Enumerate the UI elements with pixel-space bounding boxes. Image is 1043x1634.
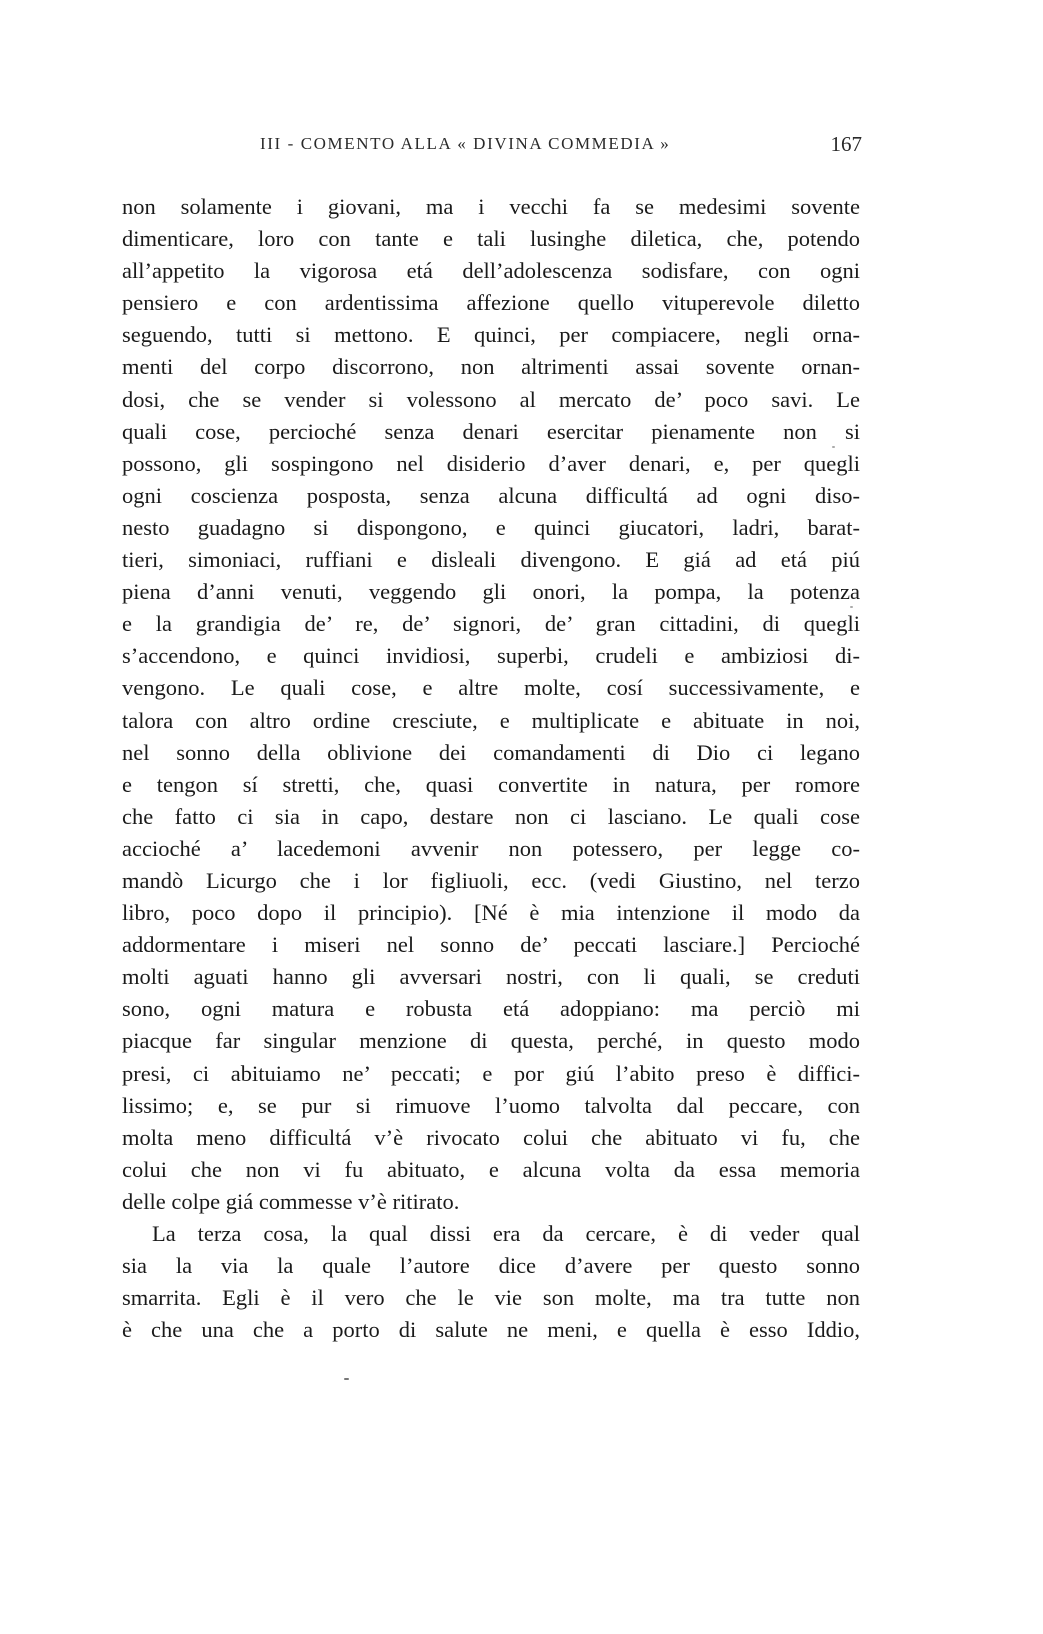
scan-speck: [850, 606, 853, 608]
text-line: e tengon sí stretti, che, quasi convertite in natura, per romore: [122, 771, 860, 797]
text-line: nesto guadagno si dispongono, e quinci giucatori, ladri, barat-: [122, 514, 860, 540]
text-line: è che una che a porto di salute ne meni, e quella è esso Iddio,: [122, 1317, 860, 1343]
text-line: tieri, simoniaci, ruffiani e disleali divengono. E giá ad etá piú: [122, 547, 860, 573]
text-line: molti aguati hanno gli avversari nostri, con li quali, se creduti: [122, 964, 860, 990]
text-line: molta meno difficultá v’è rivocato colui che abituato vi fu, che: [122, 1124, 860, 1150]
text-line: s’accendono, e quinci invidiosi, superbi, crudeli e ambiziosi di-: [122, 643, 860, 669]
paragraph-2: [122, 1218, 860, 1346]
text-line: pensiero e con ardentissima affezione quello vituperevole diletto: [122, 290, 860, 316]
text-line: che fatto ci sia in capo, destare non ci lasciano. Le quali cose: [122, 803, 860, 829]
running-header: [120, 134, 862, 164]
text-line: ogni coscienza posposta, senza alcuna difficultá ad ogni diso-: [122, 482, 860, 508]
text-line: vengono. Le quali cose, e altre molte, cosí successivamente, e: [122, 675, 860, 701]
text-line: accioché a’ lacedemoni avvenir non potessero, per legge co-: [122, 835, 860, 861]
text-line: presi, ci abituiamo ne’ peccati; e por giú l’abito preso è diffici-: [122, 1060, 860, 1086]
text-line: delle colpe giá commesse v’è ritirato.: [122, 1188, 460, 1214]
text-line: seguendo, tutti si mettono. E quinci, per compiacere, negli orna-: [122, 322, 860, 348]
text-line: piacque far singular menzione di questa, perché, in questo modo: [122, 1028, 860, 1054]
scan-speck: [344, 1378, 349, 1380]
text-line: La terza cosa, la qual dissi era da cercare, è di veder qual: [152, 1221, 860, 1246]
text-line: all’appetito la vigorosa etá dell’adolescenza sodisfare, con ogni: [122, 258, 860, 284]
text-line: lissimo; e, se pur si rimuove l’uomo talvolta dal peccare, con: [122, 1092, 860, 1118]
text-line: e la grandigia de’ re, de’ signori, de’ gran cittadini, di quegli: [122, 611, 860, 637]
text-line: addormentare i miseri nel sonno de’ peccati lasciare.] Percioché: [122, 932, 860, 958]
text-line: piena d’anni venuti, veggendo gli onori, la pompa, la potenza: [122, 579, 860, 605]
paragraph-1: [122, 191, 860, 1218]
text-line: dimenticare, loro con tante e tali lusinghe diletica, che, potendo: [122, 226, 860, 252]
text-line: nel sonno della oblivione dei comandamenti di Dio ci legano: [122, 739, 860, 765]
text-line: dosi, che se vender si volessono al mercato de’ poco savi. Le: [122, 386, 860, 412]
page-number: 167: [830, 132, 862, 156]
text-line: mandò Licurgo che i lor figliuoli, ecc. (vedi Giustino, nel terzo: [122, 867, 860, 893]
text-line: non solamente i giovani, ma i vecchi fa se medesimi sovente: [122, 194, 860, 219]
text-line: quali cose, percioché senza denari esercitar pienamente non si: [122, 418, 860, 444]
text-line: possono, gli sospingono nel disiderio d’aver denari, e, per quegli: [122, 450, 860, 476]
text-line: sia la via la quale l’autore dice d’avere per questo sonno: [122, 1253, 860, 1279]
text-line: talora con altro ordine cresciute, e multiplicate e abituate in noi,: [122, 707, 860, 733]
scan-speck: [832, 446, 835, 448]
text-line: smarrita. Egli è il vero che le vie son molte, ma tra tutte non: [122, 1285, 860, 1311]
text-line: libro, poco dopo il principio). [Né è mia intenzione il modo da: [122, 900, 860, 926]
text-line: sono, ogni matura e robusta etá adoppiano: ma perciò mi: [122, 996, 860, 1022]
text-line: colui che non vi fu abituato, e alcuna volta da essa memoria: [122, 1156, 860, 1182]
body-text: [122, 191, 860, 1346]
text-line: menti del corpo discorrono, non altrimenti assai sovente ornan-: [122, 354, 860, 380]
running-title: III - COMENTO ALLA « DIVINA COMMEDIA »: [260, 134, 671, 153]
